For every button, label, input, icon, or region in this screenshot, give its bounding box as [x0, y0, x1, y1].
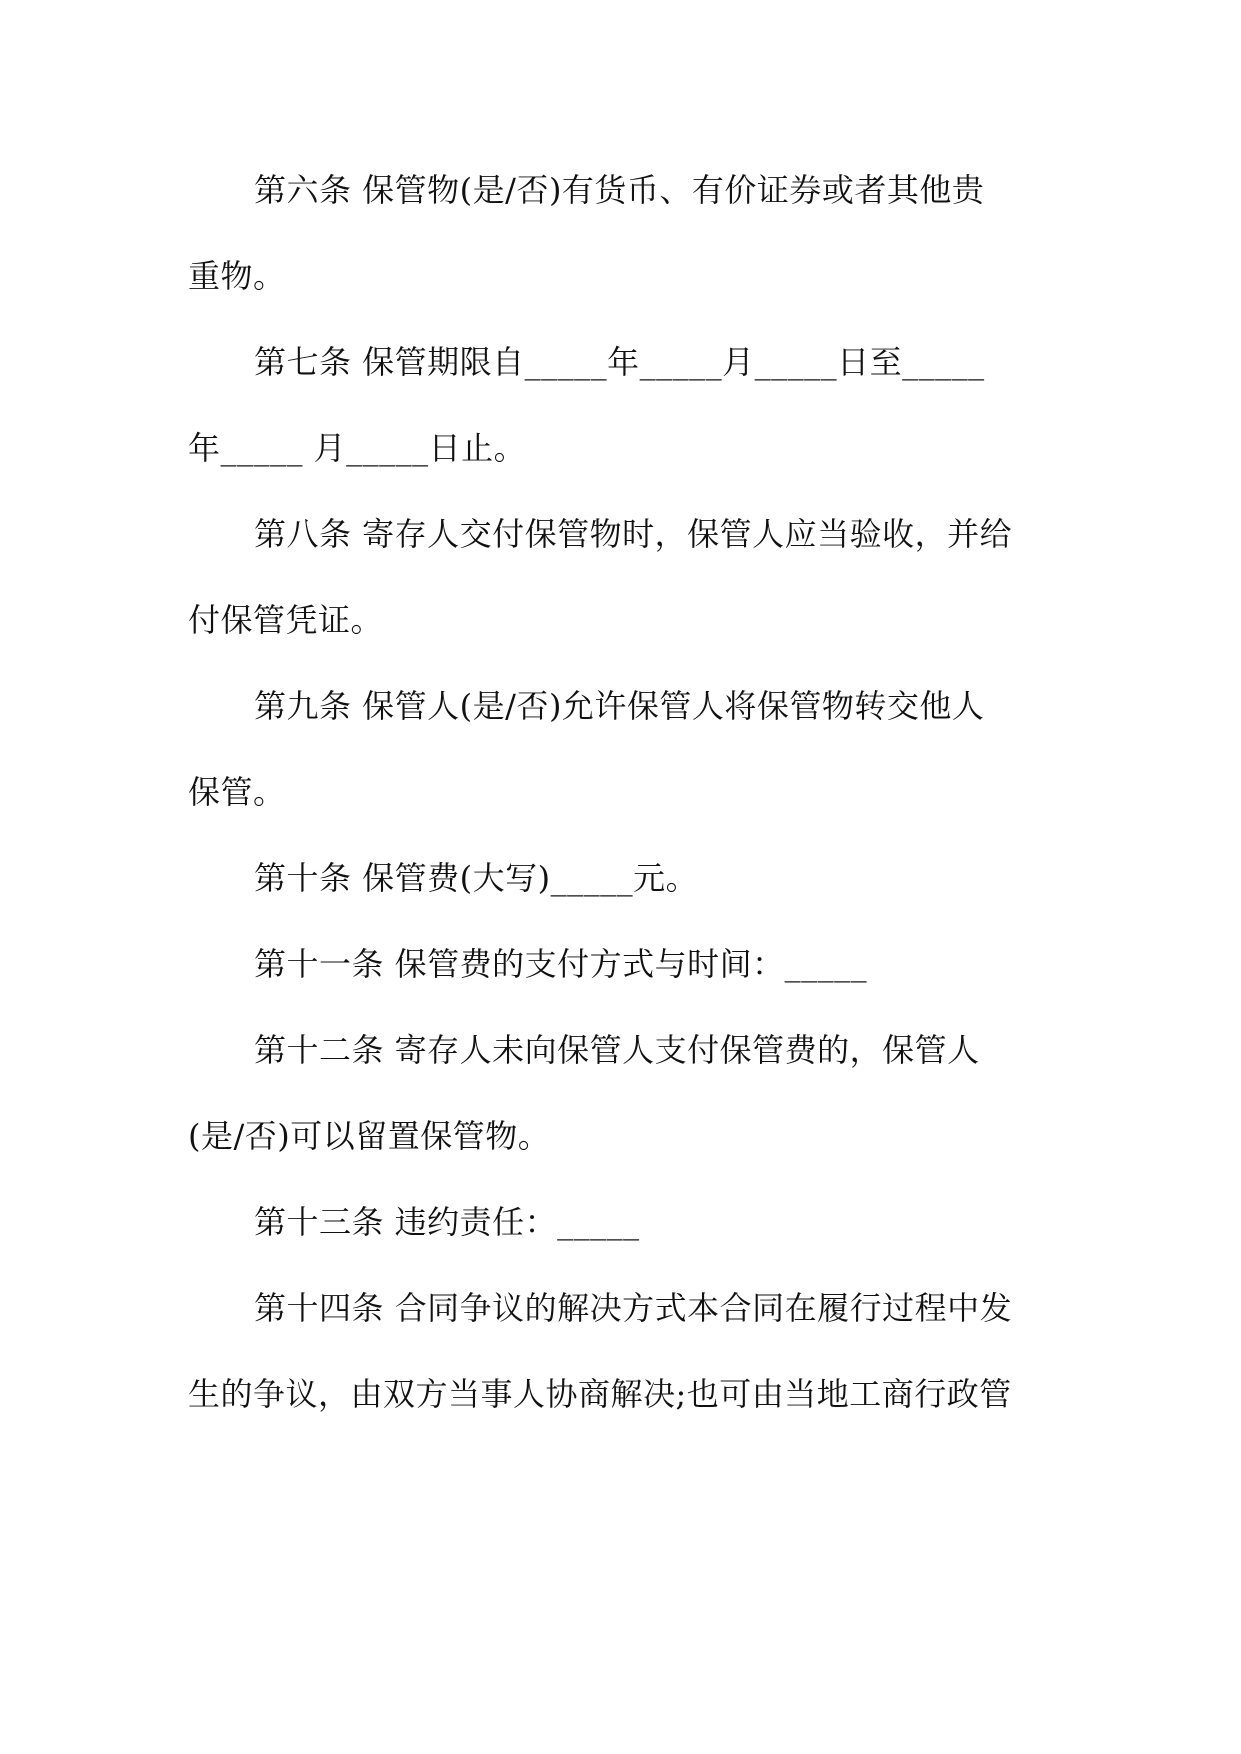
article-14-line-2: 生的争议，由双方当事人协商解决;也可由当地工商行政管 [188, 1375, 1012, 1413]
article-8-line-1: 第八条 寄存人交付保管物时，保管人应当验收，并给 [254, 515, 1013, 553]
article-9-line-1: 第九条 保管人(是/否)允许保管人将保管物转交他人 [254, 687, 985, 725]
article-6-line-2: 重物。 [188, 257, 286, 295]
article-13: 第十三条 违约责任：_____ [254, 1203, 640, 1241]
article-7-line-2: 年_____ 月_____日止。 [188, 429, 527, 467]
article-12-line-1: 第十二条 寄存人未向保管人支付保管费的，保管人 [254, 1031, 980, 1069]
article-11: 第十一条 保管费的支付方式与时间：_____ [254, 945, 868, 983]
article-8-line-2: 付保管凭证。 [188, 601, 384, 639]
article-9-line-2: 保管。 [188, 773, 286, 811]
article-6-line-1: 第六条 保管物(是/否)有货币、有价证券或者其他贵 [254, 171, 985, 209]
article-12-line-2: (是/否)可以留置保管物。 [188, 1117, 551, 1155]
article-14-line-1: 第十四条 合同争议的解决方式本合同在履行过程中发 [254, 1289, 1013, 1327]
article-10: 第十条 保管费(大写)_____元。 [254, 859, 699, 897]
document-body [188, 168, 1068, 1458]
article-7-line-1: 第七条 保管期限自_____年_____月_____日至_____ [254, 343, 985, 381]
